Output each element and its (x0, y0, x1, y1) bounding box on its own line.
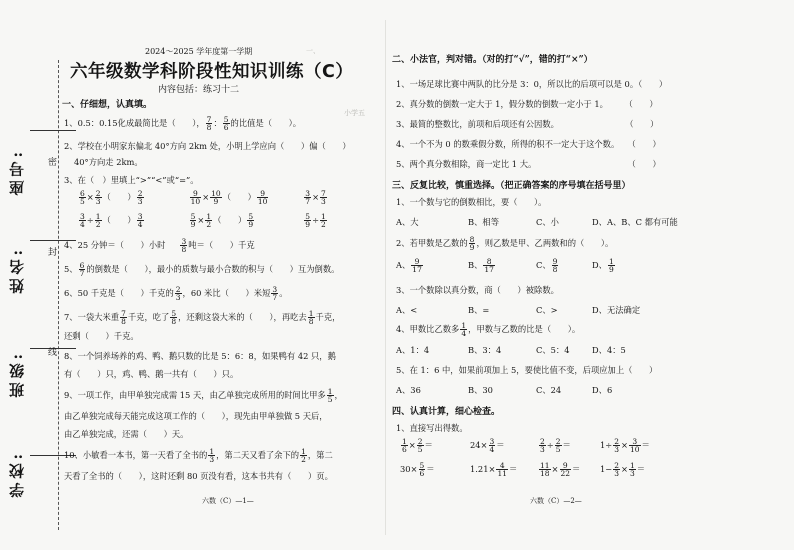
seal-feng: 封 (48, 248, 58, 258)
question-7: 7、一袋大米重 $\frac{7}{8}$ 千克，吃了 $\frac{5}{8}$ ，还剩这袋大米的（ ），再吃去 $\frac{1}{8}$ 千克， (64, 309, 341, 326)
question-2: 2、学校在小明家东偏北 40°方向 2km 处，小明上学应向（ ）偏（ ） (64, 141, 351, 151)
option: B、 $\frac{8}{17}$ (468, 257, 494, 274)
fraction: $\frac{3}{7}$ (305, 189, 311, 206)
page-footer-right: 六数（C）—2— (530, 497, 582, 505)
calc-row-1 (400, 438, 700, 458)
question-8-cont: 有（ ）只，鸡、鸭、鹅一共有（ ）只。 (64, 369, 239, 379)
fraction: $\frac{1}{4}$ (461, 321, 467, 338)
calc-item: 1÷ $\frac{2}{3}$ × $\frac{3}{10}$ ＝ (600, 437, 650, 454)
fraction: $\frac{11}{18}$ (540, 461, 550, 478)
judge-item-5: 5、两个真分数相除，商一定比 1 大。 （ ） (396, 159, 661, 169)
fraction: $\frac{8}{17}$ (484, 257, 494, 274)
calc-item: 1− $\frac{2}{3}$ × $\frac{1}{3}$ ＝ (600, 461, 646, 478)
option: A、36 (396, 385, 421, 395)
calc-row-2 (400, 462, 700, 482)
fraction: $\frac{9}{10}$ (190, 189, 201, 206)
calc-item: 30× $\frac{5}{6}$ ＝ (400, 461, 435, 478)
fraction: $\frac{7}{3}$ (321, 189, 326, 206)
question-9: 9、一项工作，由甲单独完成需 15 天，由乙单独完成所用的时间比甲多 $\frac{1}{5}$ ， (64, 387, 343, 404)
fraction: $\frac{3}{10}$ (629, 437, 640, 454)
fraction: $\frac{3}{4}$ (137, 212, 143, 229)
fraction: $\frac{9}{10}$ (257, 189, 268, 206)
option: D、A、B、C 都有可能 (592, 217, 678, 227)
calc-item: $\frac{11}{18}$ × $\frac{9}{22}$ ＝ (540, 461, 581, 478)
page-divider (385, 20, 386, 535)
fraction: $\frac{1}{5}$ (327, 387, 333, 404)
option: D、4：5 (592, 345, 626, 355)
compare-item: $\frac{3}{4}$ ÷ $\frac{1}{2}$ （ ） $\frac{3}{4}$ (80, 212, 143, 229)
option: A、< (396, 305, 418, 315)
fraction: $\frac{6}{5}$ (80, 189, 85, 206)
option: C、24 (536, 385, 562, 395)
seal-mi: 密 (48, 158, 58, 168)
fraction: $\frac{1}{9}$ (608, 257, 614, 274)
fraction: $\frac{5}{8}$ (171, 309, 177, 326)
question-10-cont: 天看了全书的（ ），这时还剩 80 页没有看，这本书共有（ ）页。 (64, 471, 333, 481)
fraction: $\frac{5}{9}$ (305, 212, 311, 229)
section-2-heading: 二、小法官，判对错。（对的打“√”，错的打“×”） (392, 55, 593, 65)
question-8: 8、一个饲养场养的鸡、鸭、鹅只数的比是 5：6：8，如果鸭有 42 只，鹅 (64, 351, 336, 361)
option: B、= (468, 305, 490, 315)
fraction: $\frac{1}{3}$ (209, 447, 215, 464)
fraction: $\frac{1}{2}$ (301, 447, 306, 464)
option: D、6 (592, 385, 613, 395)
fraction: $\frac{3}{7}$ (272, 285, 278, 302)
fraction: $\frac{10}{9}$ (211, 189, 221, 206)
fraction: $\frac{3}{4}$ (80, 212, 85, 229)
fraction: $\frac{2}{3}$ (614, 461, 620, 478)
option: B、30 (468, 385, 493, 395)
choice-2: 2、若甲数是乙数的 $\frac{8}{9}$ ，则乙数是甲、乙两数和的（ ）。 (396, 235, 614, 252)
fraction: $\frac{9}{17}$ (412, 257, 422, 274)
fraction: $\frac{2}{5}$ (555, 437, 561, 454)
fraction: $\frac{5}{6}$ (419, 461, 425, 478)
judge-item-1: 1、一场足球比赛中两队的比分是 3：0，所以比的后项可以是 0。（ ） (396, 79, 668, 89)
fraction: $\frac{5}{9}$ (190, 212, 196, 229)
compare-item: $\frac{3}{7}$ × $\frac{7}{3}$ (305, 189, 326, 206)
fraction: $\frac{2}{5}$ (417, 437, 423, 454)
fraction: $\frac{1}{2}$ (206, 212, 212, 229)
question-9-cont2: 由乙单独完成，还需（ ）天。 (64, 429, 189, 439)
option: C、小 (536, 217, 559, 227)
question-6: 6、50 千克是（ ）千克的 $\frac{2}{3}$ ，60 米比（ ）米短 $\frac{3}{7}$ 。 (64, 285, 288, 302)
page-title: 六年级数学科阶段性知识训练（C） (70, 62, 354, 82)
compare-row-1 (78, 190, 328, 205)
label-name: 姓名: (8, 246, 26, 294)
question-3: 3、在（ ）里填上“>”“<”或“=”。 (64, 175, 199, 185)
compare-item: $\frac{6}{5}$ × $\frac{2}{3}$ （ ） $\frac{2}{3}$ (80, 189, 143, 206)
question-5: 5、 $\frac{6}{7}$ 的倒数是（ ），最小的质数与最小合数的积与（ ）互为倒数。 (64, 261, 340, 278)
fraction: $\frac{2}{3}$ (175, 285, 181, 302)
choice-1: 1、一个数与它的倒数相比，要（ ）。 (396, 197, 547, 207)
content-scope: 内容包括：练习十二 (158, 85, 240, 95)
compare-item: $\frac{5}{9}$ × $\frac{1}{2}$ （ ） $\frac{5}{9}$ (190, 212, 254, 229)
fraction: $\frac{6}{7}$ (79, 261, 85, 278)
judge-item-4: 4、一个不为 0 的数乘假分数，所得的积不一定大于这个数。 （ ） (396, 139, 661, 149)
compare-row-2 (78, 213, 328, 228)
fraction: $\frac{9}{8}$ (552, 257, 558, 274)
calc-instruction: 1、直接写出得数。 (396, 423, 468, 433)
question-10: 10、小敏看一本书，第一天看了全书的 $\frac{1}{3}$ ，第二天又看了余下的 $\frac{1}{2}$ ，第二 (64, 447, 333, 464)
label-class: 班级: (8, 350, 26, 398)
section-4-heading: 四、认真计算，细心检查。 (392, 407, 501, 417)
option: A、1：4 (396, 345, 430, 355)
calc-item: $\frac{1}{6}$ × $\frac{2}{5}$ ＝ (402, 437, 433, 454)
section-3-heading: 三、反复比较，慎重选择。（把正确答案的序号填在括号里） (392, 181, 631, 191)
fraction: $\frac{7}{8}$ (121, 309, 126, 326)
option: C、> (536, 305, 558, 315)
section-1-heading: 一、仔细想，认真填。 (62, 100, 153, 110)
bleed-through-text: 一、 (306, 47, 320, 55)
label-school: 学校: (8, 450, 26, 498)
option: B、相等 (468, 217, 499, 227)
option: C、5：4 (536, 345, 570, 355)
option: C、 $\frac{9}{8}$ (536, 257, 558, 274)
fraction: $\frac{7}{8}$ (206, 115, 212, 132)
choice-4: 4、甲数比乙数多 $\frac{1}{4}$ ，甲数与乙数的比是（ ）。 (396, 321, 581, 338)
option: D、无法确定 (592, 305, 641, 315)
bleed-through-text: 小学五 (344, 109, 365, 117)
question-1: 1、0.5：0.15化成最简比是（ ）， $\frac{7}{8}$ ： $\frac{5}{6}$ 的比值是（ ）。 (64, 115, 302, 132)
compare-item: $\frac{5}{9}$ ÷ $\frac{1}{2}$ (305, 212, 326, 229)
fraction: $\frac{5}{6}$ (223, 115, 229, 132)
fraction: $\frac{8}{9}$ (469, 235, 475, 252)
choice-3: 3、一个数除以真分数，商（ ）被除数。 (396, 285, 559, 295)
choice-5: 5、在 1：6 中，如果前项加上 5，要使比值不变，后项应加上（ ） (396, 365, 658, 375)
fraction: $\frac{1}{8}$ (308, 309, 314, 326)
option: D、 $\frac{1}{9}$ (592, 257, 614, 274)
fraction: $\frac{2}{3}$ (540, 437, 545, 454)
judge-item-3: 3、最简的整数比，前项和后项还有公因数。 （ ） (396, 119, 659, 129)
fraction: $\frac{1}{3}$ (629, 461, 635, 478)
calc-item: 1.21× $\frac{4}{11}$ ＝ (470, 461, 518, 478)
question-9-cont: 由乙单独完成每天能完成这项工作的（ ），现先由甲单独做 5 天后， (64, 411, 328, 421)
question-2-cont: 40°方向走 2km。 (74, 157, 143, 167)
fraction: $\frac{1}{2}$ (95, 212, 101, 229)
term-label: 2024～2025 学年度第一学期 (145, 47, 253, 56)
option: A、 $\frac{9}{17}$ (396, 257, 422, 274)
fraction: $\frac{9}{22}$ (560, 461, 571, 478)
fraction: $\frac{1}{2}$ (321, 212, 326, 229)
seal-xian: 线 (48, 348, 58, 358)
option: B、3：4 (468, 345, 502, 355)
fraction: $\frac{3}{4}$ (489, 437, 495, 454)
page-footer-left: 六数（C）—1— (202, 497, 254, 505)
fraction: $\frac{5}{9}$ (248, 212, 254, 229)
calc-item: $\frac{2}{3}$ ÷ $\frac{2}{5}$ ＝ (540, 437, 571, 454)
label-seat-number: 座号: (8, 148, 26, 196)
fraction: $\frac{2}{3}$ (614, 437, 620, 454)
fraction: $\frac{3}{8}$ (181, 237, 187, 254)
fraction: $\frac{1}{6}$ (402, 437, 407, 454)
fraction: $\frac{2}{3}$ (95, 189, 101, 206)
question-4: 4、25 分钟＝（ ）小时 $\frac{3}{8}$ 吨＝（ ）千克 (64, 237, 255, 254)
fraction: $\frac{2}{3}$ (137, 189, 143, 206)
calc-item: 24× $\frac{3}{4}$ ＝ (470, 437, 505, 454)
fraction: $\frac{4}{11}$ (497, 461, 507, 478)
option: A、大 (396, 217, 419, 227)
question-7-cont: 还剩（ ）千克。 (64, 331, 139, 341)
compare-item: $\frac{9}{10}$ × $\frac{10}{9}$ （ ） $\frac{9}{10}$ (190, 189, 268, 206)
judge-item-2: 2、真分数的倒数一定大于 1，假分数的倒数一定小于 1。 （ ） (396, 99, 658, 109)
